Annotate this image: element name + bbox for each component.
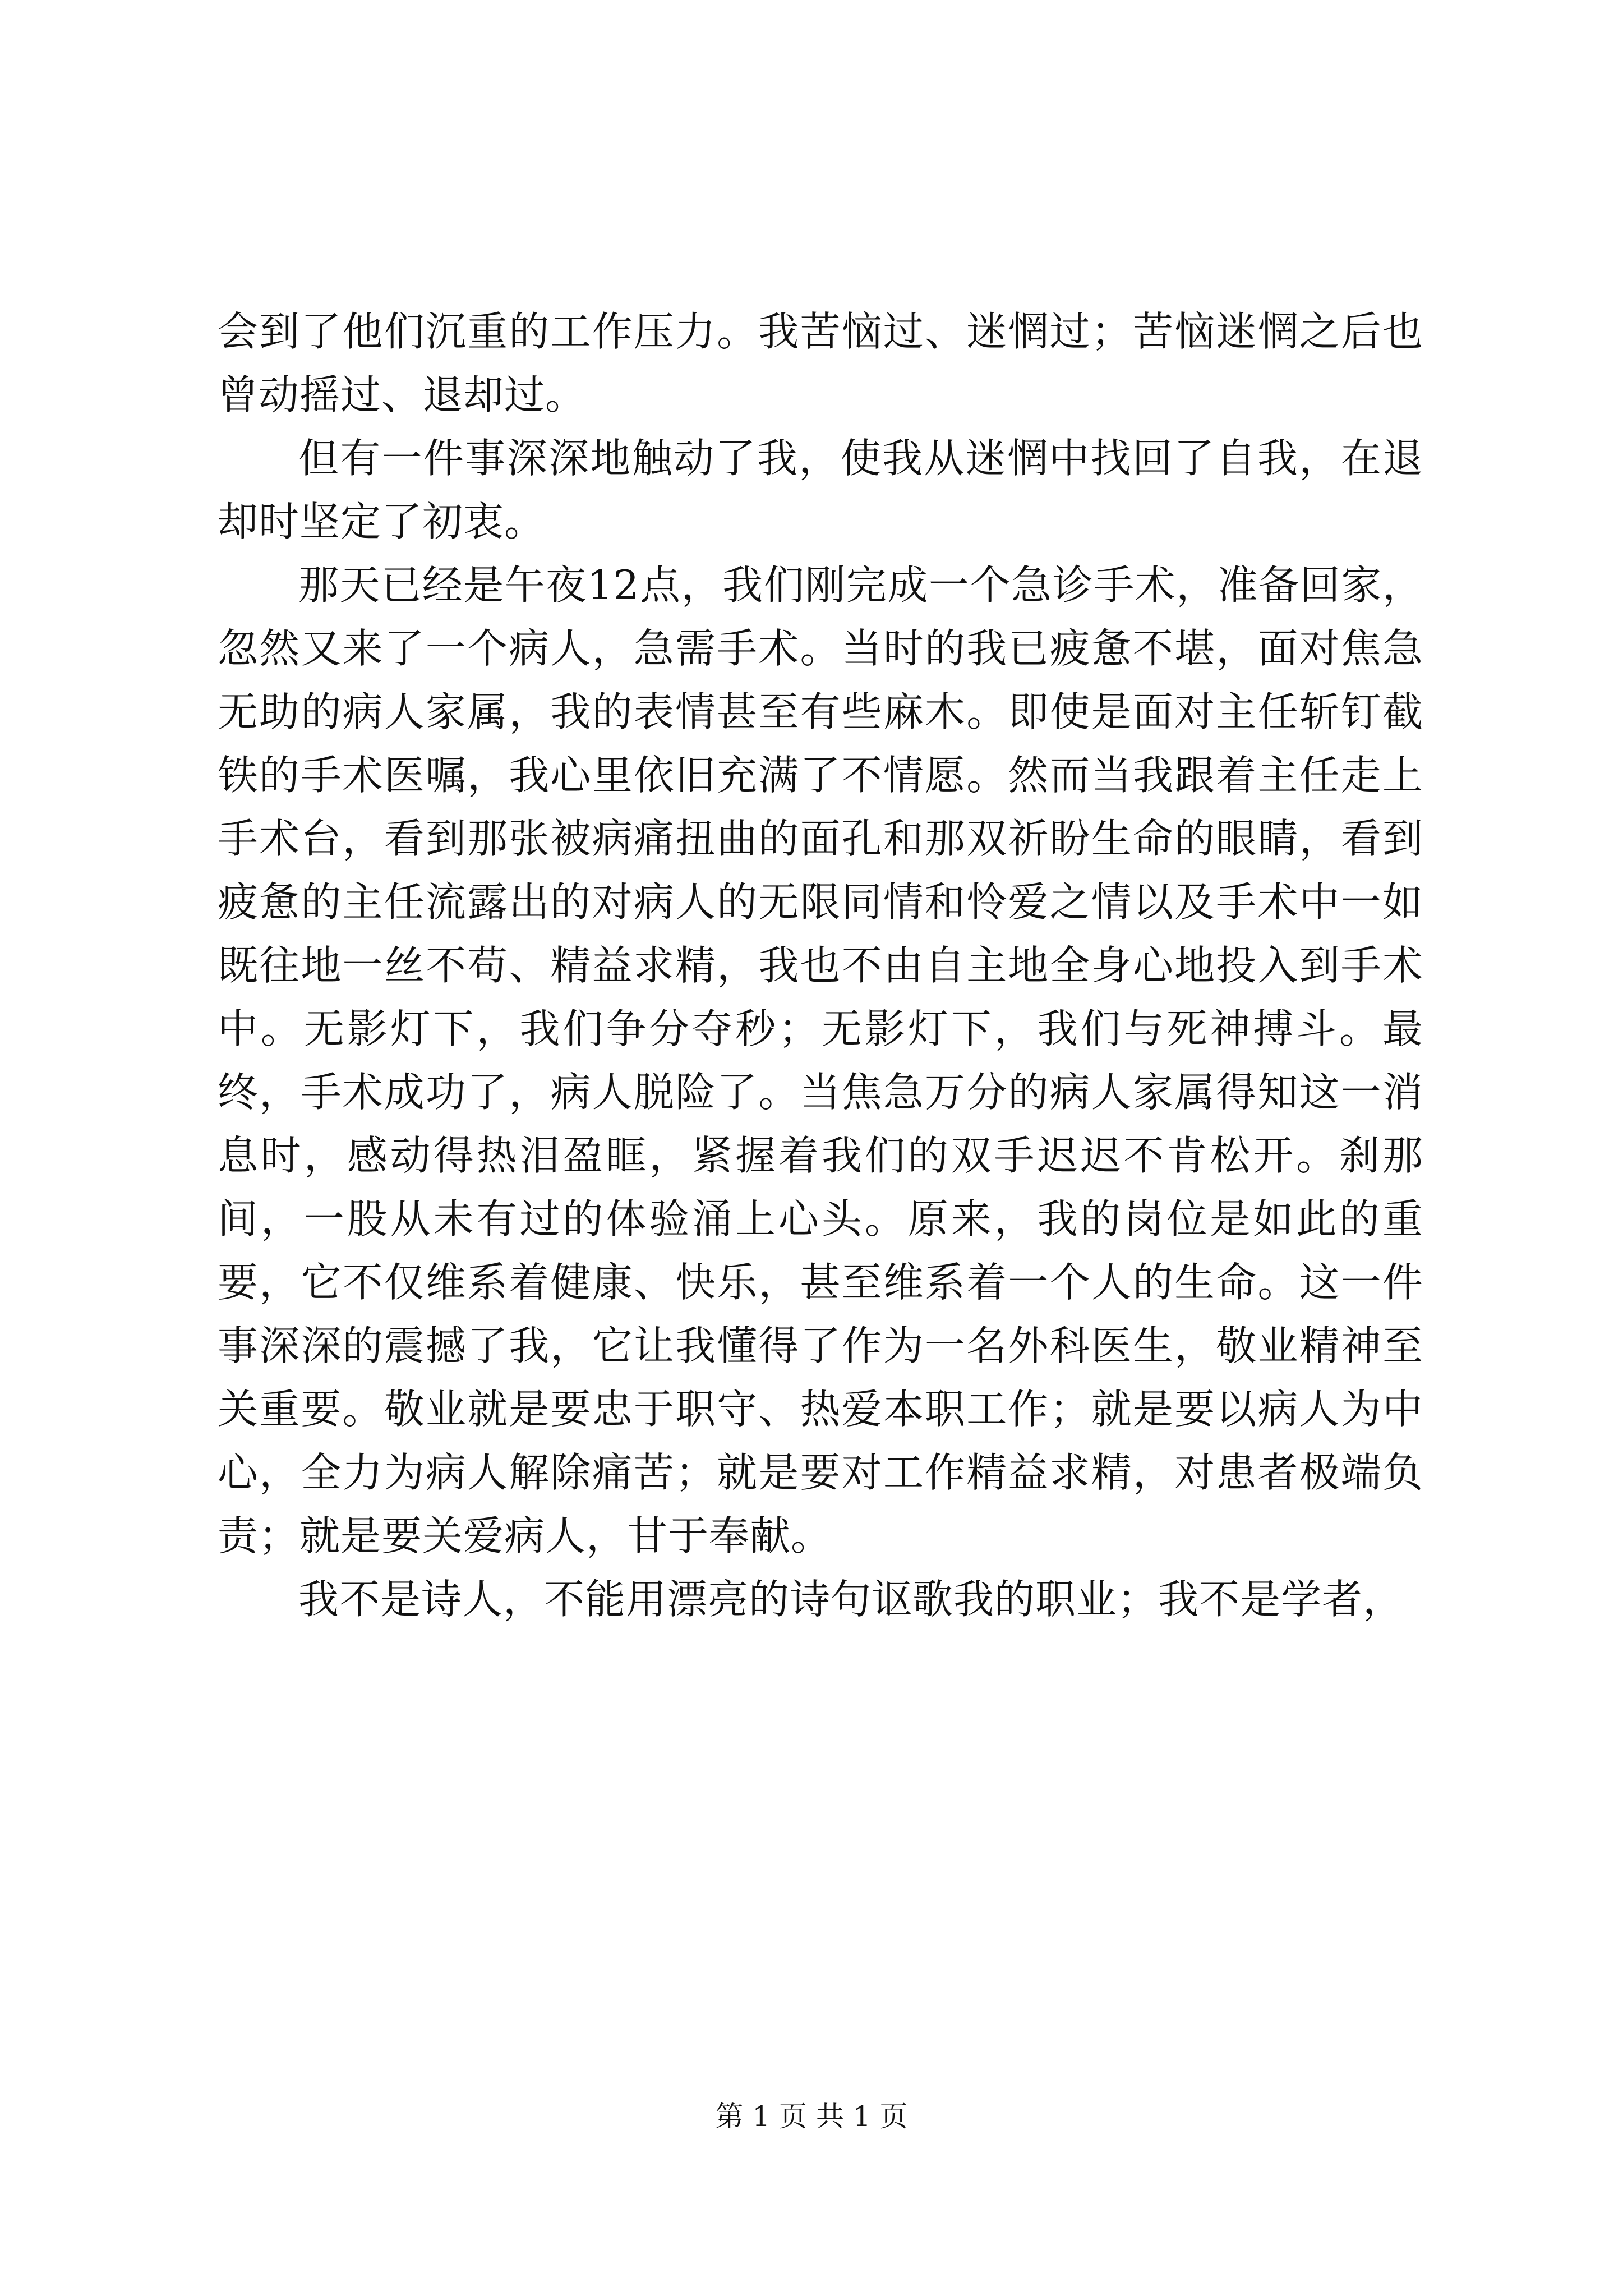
paragraph-closing: 我不是诗人，不能用漂亮的诗句讴歌我的职业；我不是学者， bbox=[298, 1576, 1404, 1623]
document-body bbox=[218, 300, 1423, 1631]
paragraph-turning-point: 但有一件事深深地触动了我，使我从迷惘中找回了自我，在退却时坚定了初衷。 bbox=[218, 435, 1423, 545]
paragraph-surgery-story: 那天已经是午夜12点，我们刚完成一个急诊手术，准备回家，忽然又来了一个病人，急需手术。当时的我已疲惫不堪，面对焦急无助的病人家属，我的表情甚至有些麻木。即使是面对主任斩钉截铁的手术医嘱，我心里依旧充满了不情愿。然而当我跟着主任走上手术台，看到那张被病痛扭曲的面孔和那双祈盼生命的眼睛，看到疲惫的主任流露出的对病人的无限同情和怜爱之情以及手术中一如既往地一丝不苟、精益求精，我也不由自主地全身心地投入到手术中。无影灯下，我们争分夺秒；无影灯下，我们与死神搏斗。最终，手术成功了，病人脱险了。当焦急万分的病人家属得知这一消息时，感动得热泪盈眶，紧握着我们的双手迟迟不肯松开。刹那间，一股从未有过的体验涌上心头。原来，我的岗位是如此的重要，它不仅维系着健康、快乐，甚至维系着一个人的生命。这一件事深深的震撼了我，它让我懂得了作为一名外科医生，敬业精神至关重要。敬业就是要忠于职守、热爱本职工作；就是要以病人为中心，全力为病人解除痛苦；就是要对工作精益求精，对患者极端负责；就是要关爱病人，甘于奉献。 bbox=[218, 562, 1423, 1559]
paragraph-continuation: 会到了他们沉重的工作压力。我苦恼过、迷惘过；苦恼迷惘之后也曾动摇过、退却过。 bbox=[218, 308, 1423, 418]
page-number-footer: 第 1 页 共 1 页 bbox=[715, 2100, 908, 2133]
